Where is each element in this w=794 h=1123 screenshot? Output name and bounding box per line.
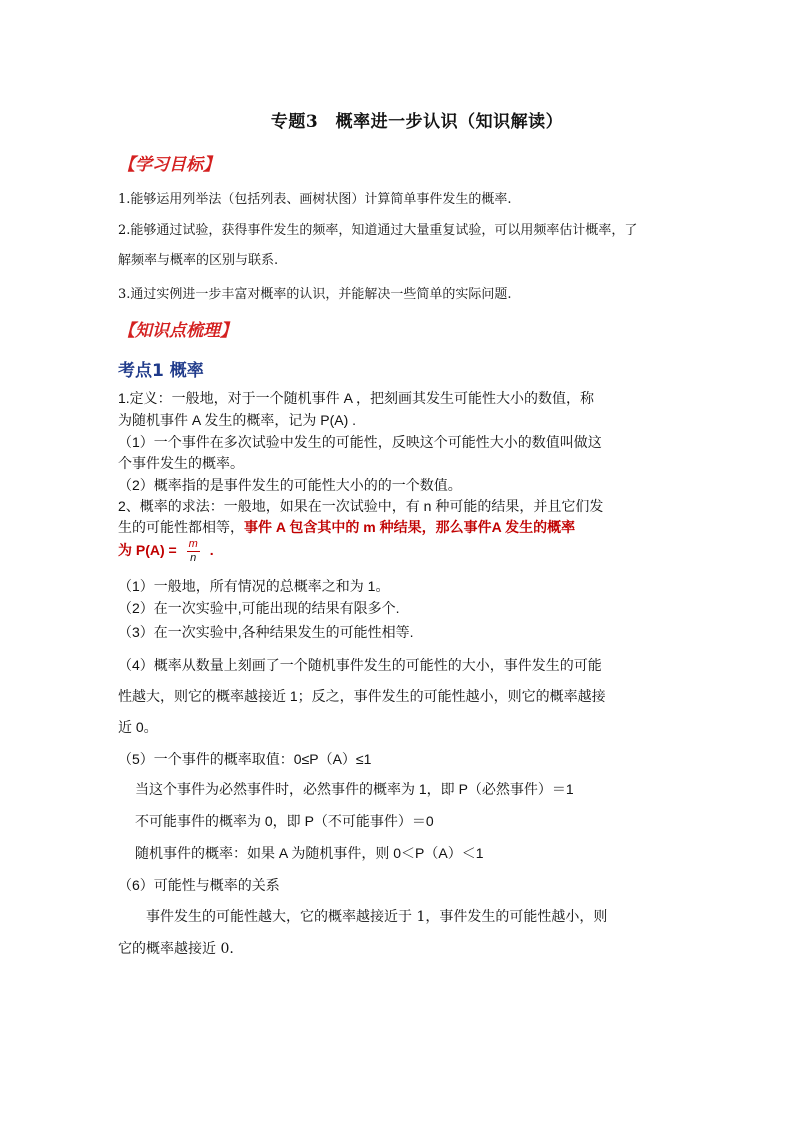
goal-2: 2.能够通过试验，获得事件发生的频率，知道通过大量重复试验，可以用频率估计概率，了	[118, 223, 638, 238]
kp1-line-6: 2、概率的求法：一般地，如果在一次试验中，有 n 种可能的结果，并且它们发	[118, 498, 604, 514]
prop-2: （2）在一次实验中,可能出现的结果有限多个.	[118, 600, 400, 616]
fraction-m-over-n	[187, 538, 200, 565]
goal-1: 1.能够运用列举法（包括列表、画树状图）计算简单事件发生的概率.	[118, 192, 512, 207]
prop-6-line-2: 事件发生的可能性越大，它的概率越接近于 1，事件发生的可能性越小，则	[146, 909, 608, 925]
formula-period: .	[209, 542, 214, 559]
prop-4-line-2: 性越大，则它的概率越接近 1；反之，事件发生的可能性越小，则它的概率越接	[118, 688, 606, 704]
prop-4-line-3: 近 0。	[118, 719, 158, 735]
goal-3: 3.通过实例进一步丰富对概率的认识，并能解决一些简单的实际问题.	[118, 287, 512, 302]
kp1-line-5: （2）概率指的是事件发生的可能性大小的的一个数值。	[118, 477, 462, 493]
prop-5-line-3: 不可能事件的概率为 0，即 P（不可能事件）＝0	[135, 813, 434, 829]
section-knowledge-points: 【知识点梳理】	[118, 321, 237, 341]
kp1-heading: 考点1 概率	[118, 361, 204, 381]
kp1-line-3: （1）一个事件在多次试验中发生的可能性，反映这个可能性大小的数值叫做这	[118, 434, 602, 450]
kp1-line-4: 个事件发生的概率。	[118, 455, 244, 471]
kp1-line-1: 1.定义：一般地，对于一个随机事件 A ，把刻画其发生可能性大小的数值，称	[118, 390, 595, 406]
kp1-line-8	[118, 538, 214, 565]
prop-6-line-1: （6）可能性与概率的关系	[118, 877, 280, 893]
kp1-line-2: 为随机事件 A 发生的概率，记为 P(A) .	[118, 412, 357, 428]
prop-1: （1）一般地，所有情况的总概率之和为 1。	[118, 578, 390, 594]
kp1-line-7-normal: 生的可能性都相等，	[118, 519, 244, 535]
prop-3: （3）在一次实验中,各种结果发生的可能性相等.	[118, 624, 414, 640]
prop-5-line-4: 随机事件的概率：如果 A 为随机事件，则 0＜P（A）＜1	[135, 845, 484, 861]
kp1-line-7	[118, 517, 575, 537]
prop-4-line-1: （4）概率从数量上刻画了一个随机事件发生的可能性的大小，事件发生的可能	[118, 657, 602, 673]
page-title: 专题3 概率进一步认识（知识解读）	[270, 112, 564, 132]
kp1-line-7-red: 事件 A 包含其中的 m 种结果，那么事件A 发生的概率	[244, 519, 576, 535]
goal-2-cont: 解频率与概率的区别与联系.	[118, 253, 279, 268]
prop-5-line-2: 当这个事件为必然事件时，必然事件的概率为 1，即 P（必然事件）＝1	[135, 781, 574, 797]
fraction-denominator: n	[190, 552, 197, 564]
prop-6-line-3: 它的概率越接近 0.	[118, 941, 234, 957]
fraction-numerator: m	[188, 538, 198, 550]
section-learning-goals: 【学习目标】	[118, 155, 220, 175]
prop-5-line-1: （5）一个事件的概率取值：0≤P（A）≤1	[118, 751, 372, 767]
formula-label: 为 P(A) =	[118, 542, 177, 559]
